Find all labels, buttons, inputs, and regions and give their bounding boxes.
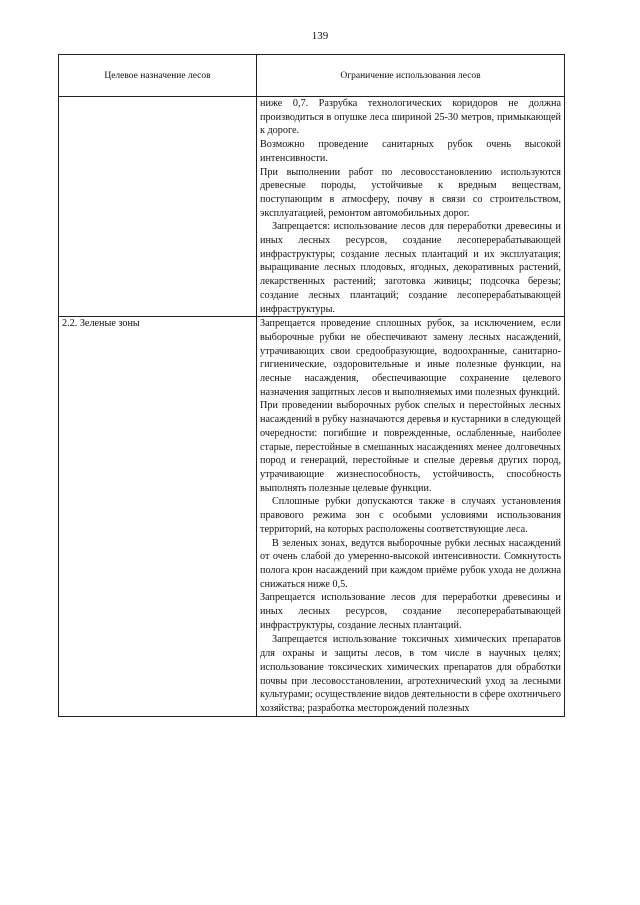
paragraph: Запрещается использование лесов для переработки древесины и иных лесных ресурсов, создание лесоперерабатывающей инфраструктуры, создание лесных плантаций. bbox=[260, 592, 561, 631]
forest-restrictions-table bbox=[58, 54, 565, 717]
paragraph: При выполнении работ по лесовосстановлению используются древесные породы, устойчивые к вредным веществам, поступающим в атмосферу, почву в связи со строительством, эксплуатацией, ремонтом автомобильных дорог. bbox=[260, 166, 561, 219]
paragraph: Запрещается использование токсичных химических препаратов для охраны и защиты лесов, в том числе в научных целях; использование токсических химических препаратов для обработки почвы при лесовосстановлении, агротехнический уход за лесными культурами; осуществление видов деятельности в сфере охотничьего хозяйства; разработка месторождений полезных bbox=[260, 634, 561, 714]
paragraph: Запрещается проведение сплошных рубок, за исключением, если выборочные рубки не обеспечивают замену лесных насаждений, утрачивающих свои средообразующие, водоохранные, санитарно-гигиенические, оздоровительные и иные полезные функции, на лесные насаждения, обеспечивающие сохранение целевого назначения защитных лесов и выполняемых ими полезных функций. bbox=[260, 318, 561, 398]
table-row bbox=[59, 97, 565, 317]
paragraph: Запрещается: использование лесов для переработки древесины и иных лесных ресурсов, создание лесоперерабатывающей инфраструктуры; создание лесных плантаций и их эксплуатация; выращивание лесных плодовых, ягодных, декоративных растений, лекарственных растений; заготовка живицы; подсочка березы; создание лесных плантаций; создание лесоперерабатывающей инфраструктуры. bbox=[260, 221, 561, 315]
paragraph: При проведении выборочных рубок спелых и перестойных лесных насаждений в рубку назначаются деревья и кустарники в следующей очередности: погибшие и поврежденные, ослабленные, наиболее старые, перестойные в смешанных насаждениях менее долговечных пород и генераций, перестойные и спелые деревья других пород, утрачивающие жизнеспособность, устойчивость, способность выполнять полезные целевые функции. bbox=[260, 400, 561, 494]
paragraph: Возможно проведение санитарных рубок очень высокой интенсивности. bbox=[260, 139, 561, 164]
zone-name-cell: 2.2. Зеленые зоны bbox=[59, 317, 257, 716]
page-number: 139 bbox=[311, 30, 329, 42]
paragraph: Сплошные рубки допускаются также в случаях установления правового режима зон с особыми условиями использования территорий, на которых расположены соответствующие леса. bbox=[260, 496, 561, 535]
paragraph: В зеленых зонах, ведутся выборочные рубки лесных насаждений от очень слабой до умеренно-высокой интенсивности. Сомкнутость полога крон насаждений при каждом приёме рубок ухода не должна снижаться ниже 0,5. bbox=[260, 537, 561, 590]
restrictions-cell bbox=[257, 97, 565, 317]
zone-name-cell bbox=[59, 97, 257, 317]
paragraph: ниже 0,7. Разрубка технологических коридоров не должна производиться в опушке леса шириной 25-30 метров, примыкающей к дороге. bbox=[260, 98, 561, 137]
restrictions-cell bbox=[257, 317, 565, 716]
table-row bbox=[59, 317, 565, 716]
table-header-row bbox=[59, 55, 565, 97]
header-usage-restrictions: Ограничение использования лесов bbox=[257, 55, 565, 97]
header-forest-purpose: Целевое назначение лесов bbox=[59, 55, 257, 97]
